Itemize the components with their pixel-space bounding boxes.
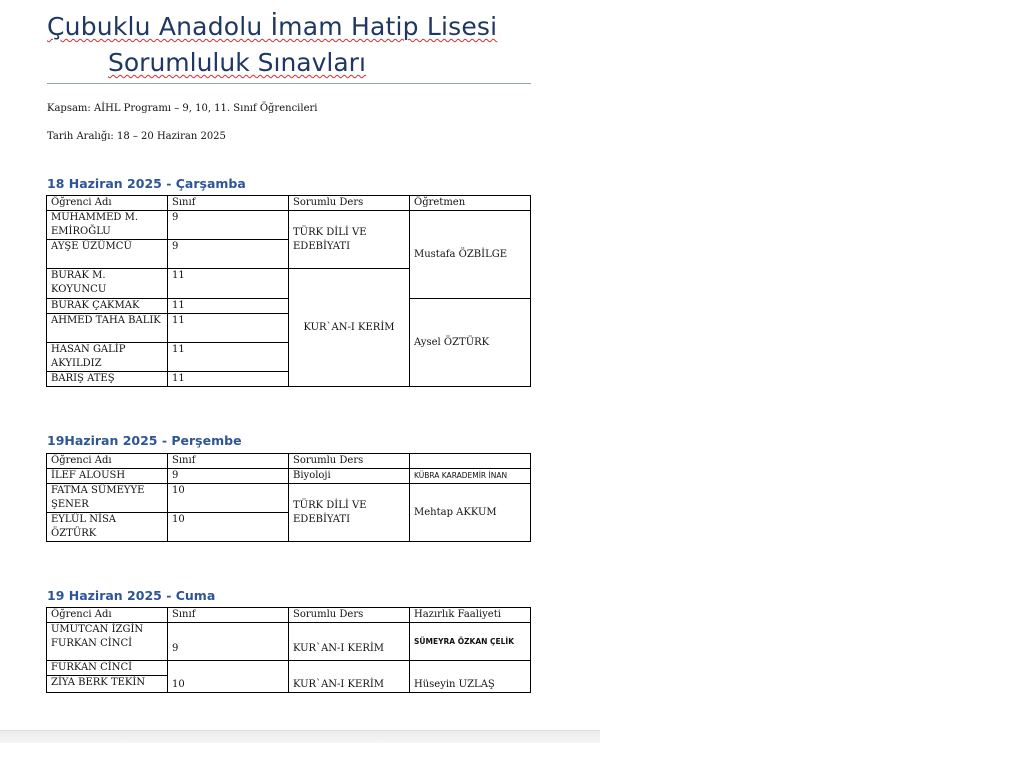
teacher-cell: Mustafa ÖZBİLGE: [410, 211, 531, 299]
page-bottom-edge: [0, 730, 600, 743]
course-cell: KUR`AN-I KERİM: [289, 661, 410, 693]
activity-cell: SÜMEYRA ÖZKAN ÇELİK: [410, 623, 531, 661]
header-student: Öğrenci Adı: [47, 454, 168, 469]
day3-heading: 19 Haziran 2025 - Cuma: [47, 588, 216, 603]
day2-table: [46, 453, 531, 542]
table-header-row: [47, 608, 531, 623]
student-grade: 11: [168, 314, 289, 343]
header-course: Sorumlu Ders: [289, 454, 410, 469]
course-cell: KUR`AN-I KERİM: [289, 623, 410, 661]
table-row: [47, 211, 531, 240]
student-grade: 9: [168, 211, 289, 240]
student-grade: 10: [168, 484, 289, 513]
header-grade: Sınıf: [168, 454, 289, 469]
student-names: [47, 623, 168, 661]
student-grade: 11: [168, 372, 289, 387]
day1-heading: 18 Haziran 2025 - Çarşamba: [47, 176, 246, 191]
student-name: EYLÜL NİSA ÖZTÜRK: [47, 513, 168, 542]
course-cell: KUR`AN-I KERİM: [289, 269, 410, 387]
title-line2: Sorumluluk Sınavları: [108, 48, 366, 77]
student-name: HASAN GALİP AKYILDIZ: [47, 343, 168, 372]
student-name: BARIŞ ATEŞ: [47, 372, 168, 387]
title-line1: Çubuklu Anadolu İmam Hatip Lisesi: [47, 12, 498, 41]
course-cell: Biyoloji: [289, 469, 410, 484]
header-teacher: Öğretmen: [410, 196, 531, 211]
table-row: [47, 661, 531, 693]
student-grade: 11: [168, 343, 289, 372]
header-course: Sorumlu Ders: [289, 608, 410, 623]
student-grade: 10: [168, 661, 289, 693]
student-name: FURKAN CİNCİ: [47, 661, 167, 676]
student-grade: 10: [168, 513, 289, 542]
header-activity: Hazırlık Faaliyeti: [410, 608, 531, 623]
table-header-row: [47, 196, 531, 211]
date-range-text: Tarih Aralığı: 18 – 20 Haziran 2025: [47, 131, 226, 142]
day2-heading: 19Haziran 2025 - Perşembe: [47, 433, 242, 448]
document-subtitle: [108, 48, 366, 77]
header-grade: Sınıf: [168, 196, 289, 211]
header-grade: Sınıf: [168, 608, 289, 623]
day3-table: [46, 607, 531, 693]
teacher-cell: Mehtap AKKUM: [410, 484, 531, 542]
student-grade: 11: [168, 299, 289, 314]
student-name: BURAK ÇAKMAK: [47, 299, 168, 314]
header-teacher: [410, 454, 531, 469]
header-student: Öğrenci Adı: [47, 608, 168, 623]
table-row: [47, 484, 531, 513]
course-cell: TÜRK DİLİ VE EDEBİYATI: [289, 211, 410, 269]
student-name: FURKAN CİNCİ: [51, 638, 133, 649]
title-divider: [47, 83, 531, 84]
student-name: FATMA SÜMEYYE ŞENER: [47, 484, 168, 513]
header-student: Öğrenci Adı: [47, 196, 168, 211]
student-grade: 9: [168, 240, 289, 269]
student-name: AHMED TAHA BALIK: [47, 314, 168, 343]
course-cell: TÜRK DİLİ VE EDEBİYATI: [289, 484, 410, 542]
student-names: [47, 661, 168, 693]
student-name: İLEF ALOUSH: [47, 469, 168, 484]
student-name: BURAK M. KOYUNCU: [47, 269, 168, 299]
student-name: ZİYA BERK TEKİN: [51, 677, 146, 688]
student-name: AYŞE ÜZÜMCÜ: [47, 240, 168, 269]
activity-cell: Hüseyin UZLAŞ: [410, 661, 531, 693]
teacher-cell: Aysel ÖZTÜRK: [410, 299, 531, 387]
student-name: MUHAMMED M. EMİROĞLU: [47, 211, 168, 240]
table-row: [47, 469, 531, 484]
student-grade: 11: [168, 269, 289, 299]
scope-text: Kapsam: AİHL Programı – 9, 10, 11. Sınıf Öğrencileri: [47, 103, 318, 114]
document-title: [47, 12, 497, 41]
student-grade: 9: [168, 469, 289, 484]
teacher-cell: KÜBRA KARADEMİR İNAN: [410, 469, 531, 484]
day1-table: [46, 195, 531, 387]
student-name: UMUTCAN İZGİN: [51, 624, 144, 635]
table-row: [47, 623, 531, 661]
header-course: Sorumlu Ders: [289, 196, 410, 211]
student-grade: 9: [168, 623, 289, 661]
table-header-row: [47, 454, 531, 469]
